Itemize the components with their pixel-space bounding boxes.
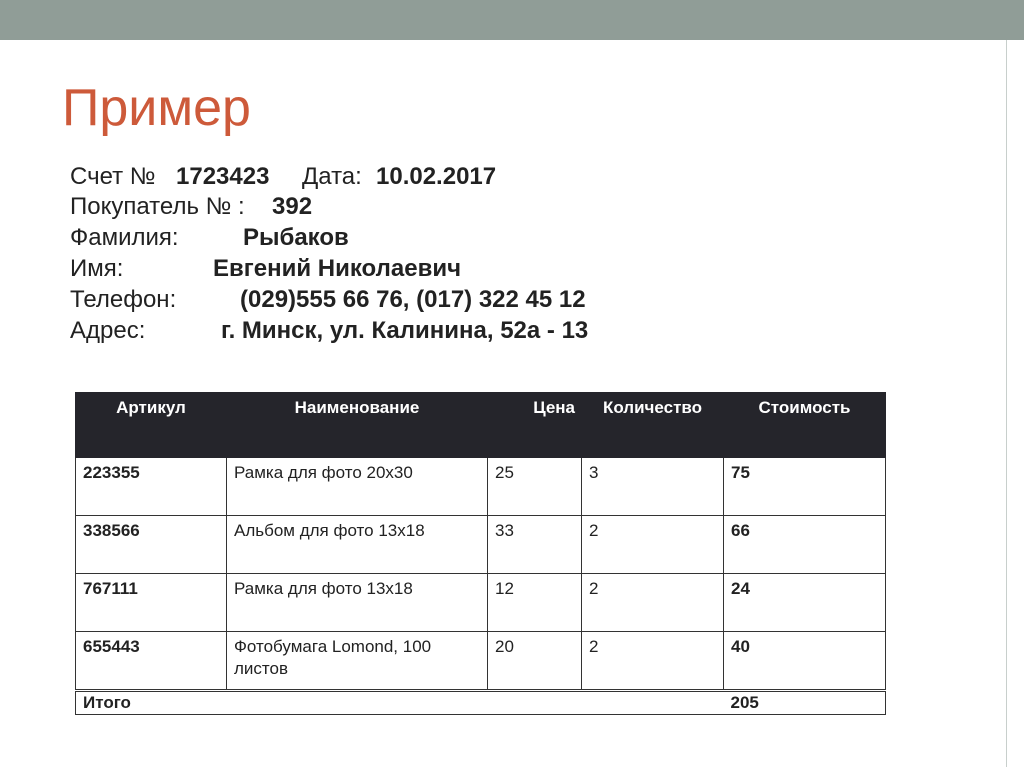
cell-qty: 2 [582, 574, 724, 632]
cell-qty: 2 [582, 516, 724, 574]
cell-price: 25 [488, 458, 582, 516]
phone-value: (029)555 66 76, (017) 322 45 12 [240, 286, 586, 313]
name-label: Имя: [70, 255, 124, 282]
total-value: 205 [724, 691, 886, 715]
header-cost: Стоимость [724, 393, 886, 458]
total-label: Итого [76, 691, 227, 715]
cell-name: Рамка для фото 20х30 [227, 458, 488, 516]
surname-label: Фамилия: [70, 224, 179, 251]
address-value: г. Минск, ул. Калинина, 52а - 13 [221, 317, 589, 344]
table-header-row [76, 393, 886, 458]
invoice-number-label: Счет № [70, 163, 156, 190]
cell-cost: 75 [724, 458, 886, 516]
invoice-table [75, 392, 886, 715]
cell-cost: 24 [724, 574, 886, 632]
buyer-value: 392 [272, 193, 313, 220]
cell-name: Фотобумага Lomond, 100 листов [227, 632, 488, 691]
cell-price: 20 [488, 632, 582, 691]
phone-label: Телефон: [70, 286, 177, 313]
cell-qty: 3 [582, 458, 724, 516]
cell-article: 338566 [76, 516, 227, 574]
frame-line [1006, 40, 1007, 767]
cell-article: 655443 [76, 632, 227, 691]
total-spacer [488, 691, 582, 715]
cell-cost: 66 [724, 516, 886, 574]
header-price: Цена [488, 393, 582, 458]
cell-price: 12 [488, 574, 582, 632]
table-row [76, 574, 886, 632]
cell-price: 33 [488, 516, 582, 574]
cell-article: 767111 [76, 574, 227, 632]
table-row [76, 458, 886, 516]
total-row [76, 691, 886, 715]
header-article: Артикул [76, 393, 227, 458]
buyer-label: Покупатель № : [70, 193, 245, 220]
total-spacer [582, 691, 724, 715]
cell-name: Рамка для фото 13х18 [227, 574, 488, 632]
cell-cost: 40 [724, 632, 886, 691]
header-name: Наименование [227, 393, 488, 458]
table-row [76, 632, 886, 691]
date-value: 10.02.2017 [376, 163, 497, 190]
cell-name: Альбом для фото 13х18 [227, 516, 488, 574]
surname-value: Рыбаков [243, 224, 349, 251]
table-row [76, 516, 886, 574]
cell-qty: 2 [582, 632, 724, 691]
date-label: Дата: [302, 163, 362, 190]
address-label: Адрес: [70, 317, 146, 344]
top-band [0, 0, 1024, 40]
invoice-number-value: 1723423 [176, 163, 270, 190]
header-qty: Количество [582, 393, 724, 458]
slide-title: Пример [62, 79, 251, 137]
name-value: Евгений Николаевич [213, 255, 462, 282]
cell-article: 223355 [76, 458, 227, 516]
total-spacer [227, 691, 488, 715]
